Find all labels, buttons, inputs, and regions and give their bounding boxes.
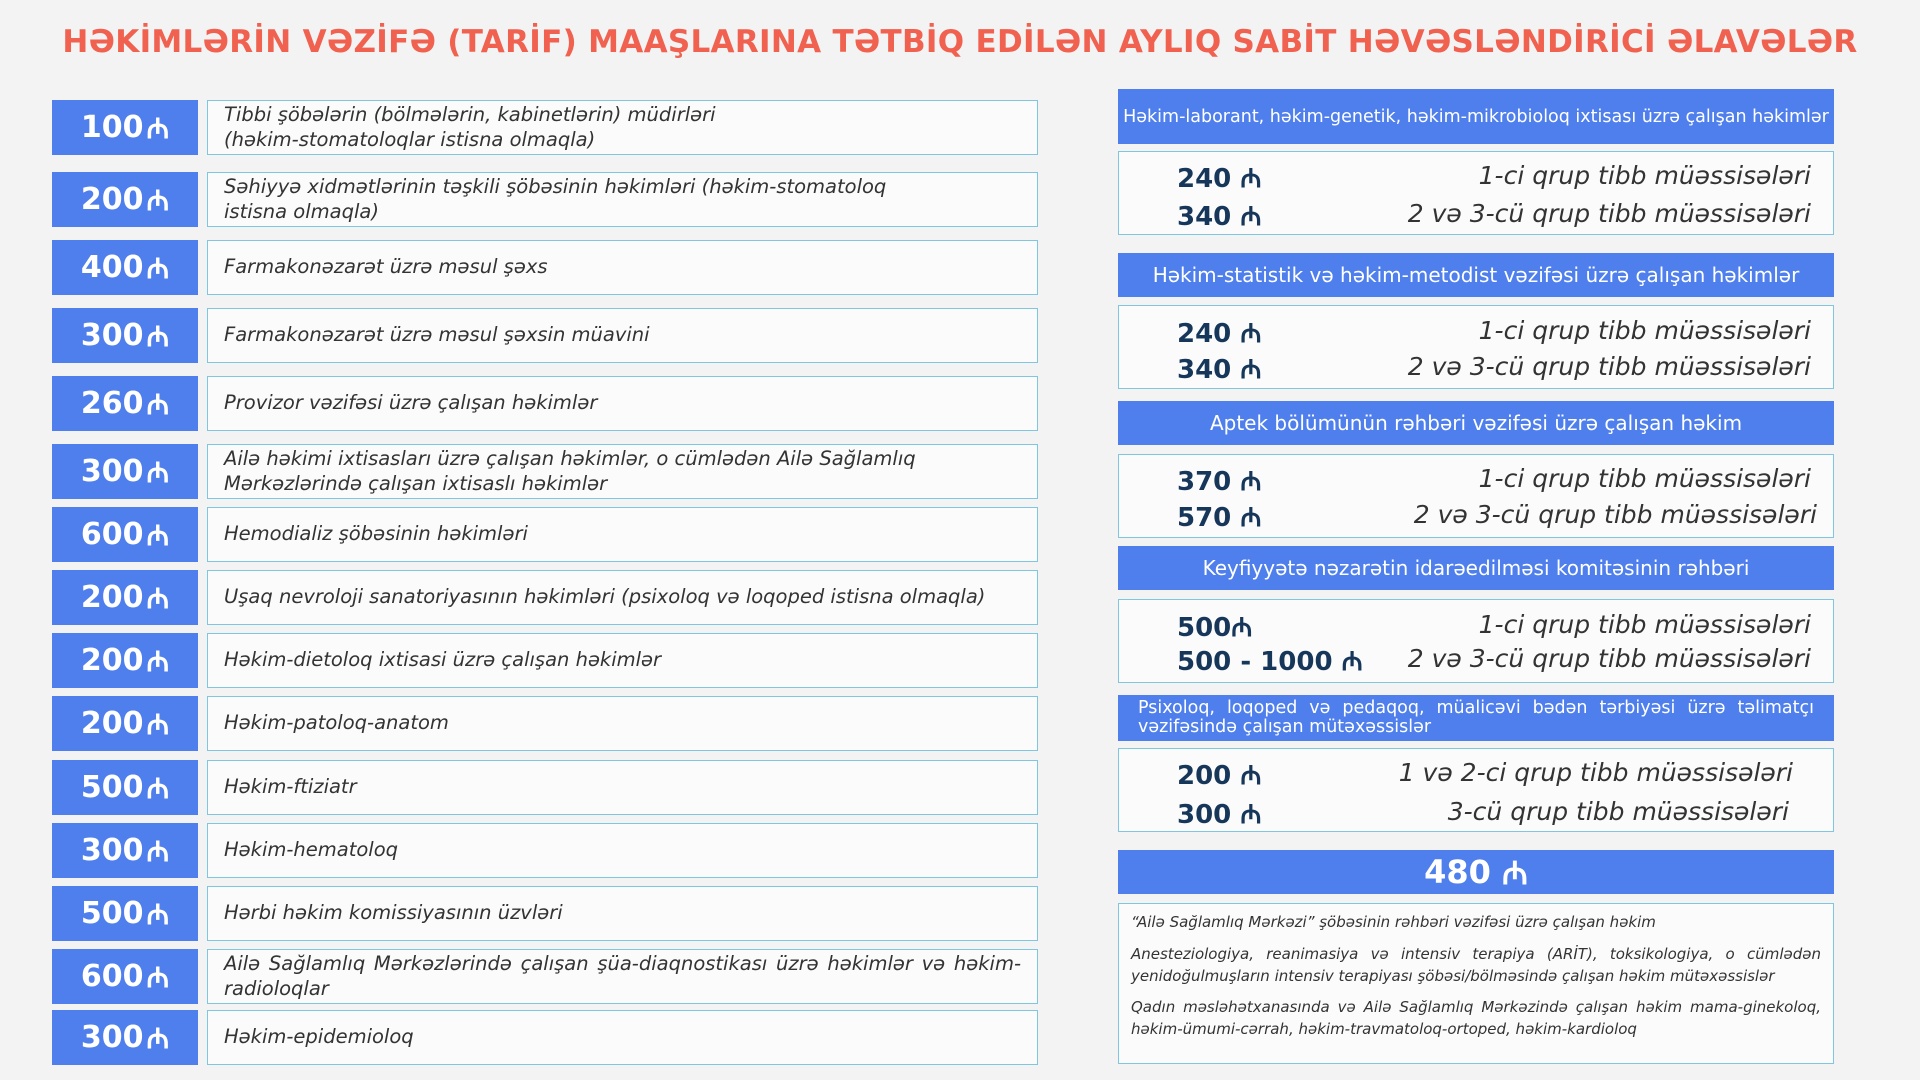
list-item — [52, 376, 1038, 431]
manat-icon: ₼ — [146, 834, 170, 868]
rate-label: 2 və 3-cü qrup tibb müəssisələri — [1407, 199, 1811, 228]
description-text: Ailə həkimi ixtisasları üzrə çalışan həkimlər, o cümlədən Ailə Sağlamlıq Mərkəzlərində çalışan ixtisaslı həkimlər — [224, 447, 916, 495]
list-item — [52, 949, 1038, 1004]
section-box — [1118, 748, 1834, 832]
amount-value: 100 — [80, 110, 144, 145]
list-item — [52, 1010, 1038, 1065]
amount-badge — [52, 507, 198, 562]
manat-icon: ₼ — [1240, 761, 1262, 791]
rate-amount — [1177, 314, 1261, 350]
rate-amount — [1177, 197, 1261, 233]
rate-label: 1-ci qrup tibb müəssisələri — [1478, 610, 1811, 639]
rate-value: 340 — [1177, 202, 1232, 232]
rate-line — [1119, 795, 1835, 829]
list-item — [52, 570, 1038, 625]
item-description — [207, 100, 1038, 155]
rate-label: 3-cü qrup tibb müəssisələri — [1447, 797, 1789, 826]
amount-badge — [52, 172, 198, 227]
amount-badge — [52, 444, 198, 499]
list-item — [52, 633, 1038, 688]
amount-value: 600 — [80, 959, 144, 994]
rate-label: 1-ci qrup tibb müəssisələri — [1478, 464, 1811, 493]
section-header: Həkim-laborant, həkim-genetik, həkim-mikrobioloq ixtisası üzrə çalışan həkimlər — [1118, 89, 1834, 144]
rate-value: 340 — [1177, 355, 1232, 385]
manat-icon: ₼ — [1341, 647, 1363, 677]
rate-amount — [1177, 756, 1261, 792]
description-text: Həkim-dietoloq ixtisasi üzrə çalışan həkimlər — [224, 648, 662, 672]
amount-badge — [52, 633, 198, 688]
rate-value: 240 — [1177, 319, 1232, 349]
description-text: Həkim-patoloq-anatom — [224, 711, 449, 735]
list-item — [52, 100, 1038, 155]
amount-badge — [52, 100, 198, 155]
rate-amount — [1177, 462, 1261, 498]
rate-value: 500 — [1177, 613, 1232, 643]
amount-badge — [52, 376, 198, 431]
item-description — [207, 308, 1038, 363]
description-text: Provizor vəzifəsi üzrə çalışan həkimlər — [224, 391, 598, 415]
rate-line — [1119, 608, 1835, 642]
item-description — [207, 507, 1038, 562]
manat-icon: ₼ — [146, 251, 170, 285]
manat-icon: ₼ — [1240, 202, 1262, 232]
manat-icon: ₼ — [146, 960, 170, 994]
manat-icon: ₼ — [146, 707, 170, 741]
amount-value: 260 — [80, 386, 144, 421]
rate-value: 300 — [1177, 800, 1232, 830]
rate-line — [1119, 197, 1835, 231]
rate-amount — [1177, 642, 1363, 678]
amount-badge — [52, 1010, 198, 1065]
amount-value: 600 — [80, 517, 144, 552]
description-text: Həkim-ftiziatr — [224, 775, 357, 799]
rate-label: 1-ci qrup tibb müəssisələri — [1478, 161, 1811, 190]
section-header — [1118, 695, 1834, 741]
amount-value: 300 — [80, 1020, 144, 1055]
amount-badge — [52, 949, 198, 1004]
manat-icon: ₼ — [146, 771, 170, 805]
manat-icon: ₼ — [146, 1021, 170, 1055]
amount-badge — [52, 823, 198, 878]
section-header: Həkim-statistik və həkim-metodist vəzifəsi üzrə çalışan həkimlər — [1118, 253, 1834, 297]
manat-icon: ₼ — [146, 455, 170, 489]
rate-value: 200 — [1177, 761, 1232, 791]
rate-amount — [1177, 608, 1252, 644]
rate-label: 2 və 3-cü qrup tibb müəssisələri — [1413, 500, 1817, 529]
item-description — [207, 823, 1038, 878]
manat-icon: ₼ — [146, 897, 170, 931]
bottom-amount-banner — [1118, 850, 1834, 894]
manat-icon: ₼ — [1240, 467, 1262, 497]
rate-value: 500 - 1000 — [1177, 647, 1333, 677]
rate-line — [1119, 314, 1835, 348]
list-item — [52, 172, 1038, 227]
amount-value: 400 — [80, 250, 144, 285]
amount-badge — [52, 308, 198, 363]
manat-icon: ₼ — [1240, 800, 1262, 830]
amount-badge — [52, 240, 198, 295]
manat-icon: ₼ — [1231, 613, 1253, 643]
manat-icon: ₼ — [1240, 503, 1262, 533]
manat-icon: ₼ — [146, 581, 170, 615]
amount-value: 200 — [80, 643, 144, 678]
list-item — [52, 760, 1038, 815]
amount-value: 200 — [80, 706, 144, 741]
section-box — [1118, 305, 1834, 389]
rate-value: 370 — [1177, 467, 1232, 497]
list-item — [52, 240, 1038, 295]
bottom-amount: 480 — [1424, 853, 1491, 891]
amount-value: 300 — [80, 833, 144, 868]
manat-icon: ₼ — [1240, 355, 1262, 385]
item-description — [207, 696, 1038, 751]
item-description — [207, 376, 1038, 431]
section-header: Keyfiyyətə nəzarətin idarəedilməsi komitəsinin rəhbəri — [1118, 546, 1834, 590]
amount-value: 200 — [80, 580, 144, 615]
description-text: Ailə Sağlamlıq Mərkəzlərində çalışan şüa-diaqnostikası üzrə həkimlər və həkim-radioloqlar — [224, 952, 1021, 1000]
rate-line — [1119, 350, 1835, 384]
note-text: Anesteziologiya, reanimasiya və intensiv terapiya (ARİT), toksikologiya, o cümlədən yenidoğulmuşların intensiv terapiyası şöbəsi/bölməsində çalışan həkim mütəxəssislər — [1131, 944, 1821, 985]
manat-icon: ₼ — [146, 644, 170, 678]
manat-icon: ₼ — [146, 183, 170, 217]
bottom-notes — [1118, 903, 1834, 1064]
amount-value: 300 — [80, 454, 144, 489]
section-box — [1118, 454, 1834, 538]
manat-icon: ₼ — [146, 319, 170, 353]
item-description — [207, 1010, 1038, 1065]
rate-value: 240 — [1177, 164, 1232, 194]
manat-icon: ₼ — [146, 518, 170, 552]
amount-value: 500 — [80, 896, 144, 931]
note-text: “Ailə Sağlamlıq Mərkəzi” şöbəsinin rəhbəri vəzifəsi üzrə çalışan həkim — [1131, 913, 1656, 931]
amount-value: 500 — [80, 770, 144, 805]
item-description — [207, 949, 1038, 1004]
rate-line — [1119, 642, 1835, 676]
description-text: Həkim-epidemioloq — [224, 1025, 414, 1049]
rate-label: 1 və 2-ci qrup tibb müəssisələri — [1398, 758, 1793, 787]
description-text: Farmakonəzarət üzrə məsul şəxsin müavini — [224, 323, 650, 347]
manat-icon: ₼ — [1240, 164, 1262, 194]
description-text: Farmakonəzarət üzrə məsul şəxs — [224, 255, 548, 279]
description-text: Uşaq nevroloji sanatoriyasının həkimləri (psixoloq və loqoped istisna olmaqla) — [224, 585, 986, 609]
list-item — [52, 507, 1038, 562]
list-item — [52, 886, 1038, 941]
rate-value: 570 — [1177, 503, 1232, 533]
description-text: Hərbi həkim komissiyasının üzvləri — [224, 901, 563, 925]
note-text: Qadın məsləhətxanasında və Ailə Sağlamlıq Mərkəzində çalışan həkim mama-ginekoloq, həkim-ümumi-cərrah, həkim-travmatoloq-ortoped, həkim-kardioloq — [1131, 998, 1821, 1038]
rate-amount — [1177, 159, 1261, 195]
rate-line — [1119, 462, 1835, 496]
item-description — [207, 570, 1038, 625]
rate-line — [1119, 756, 1835, 790]
section-header-text: Psixoloq, loqoped və pedaqoq, müalicəvi bədən tərbiyəsi üzrə təlimatçı vəzifəsində çalışan mütəxəssislər — [1138, 697, 1814, 737]
list-item — [52, 823, 1038, 878]
description-text: Səhiyyə xidmətlərinin təşkili şöbəsinin həkimləri (həkim-stomatoloq istisna olmaqla) — [224, 175, 887, 223]
manat-icon: ₼ — [146, 111, 170, 145]
amount-value: 300 — [80, 318, 144, 353]
manat-icon: ₼ — [146, 387, 170, 421]
item-description — [207, 444, 1038, 499]
page-title: HƏKİMLƏRİN VƏZİFƏ (TARİF) MAAŞLARINA TƏTBİQ EDİLƏN AYLIQ SABİT HƏVƏSLƏNDİRİCİ ƏLAVƏLƏR — [62, 24, 1858, 60]
list-item — [52, 308, 1038, 363]
amount-badge — [52, 570, 198, 625]
rate-amount — [1177, 795, 1261, 831]
section-header: Aptek bölümünün rəhbəri vəzifəsi üzrə çalışan həkim — [1118, 401, 1834, 445]
description-text: Hemodializ şöbəsinin həkimləri — [224, 522, 528, 546]
rate-label: 1-ci qrup tibb müəssisələri — [1478, 316, 1811, 345]
section-box — [1118, 599, 1834, 683]
amount-badge — [52, 696, 198, 751]
section-box — [1118, 151, 1834, 235]
item-description — [207, 240, 1038, 295]
item-description — [207, 172, 1038, 227]
amount-value: 200 — [80, 182, 144, 217]
rate-label: 2 və 3-cü qrup tibb müəssisələri — [1407, 352, 1811, 381]
description-text: Tibbi şöbələrin (bölmələrin, kabinetlərin) müdirləri (həkim-stomatoloqlar istisna olmaqla) — [224, 103, 716, 151]
amount-badge — [52, 886, 198, 941]
description-text: Həkim-hematoloq — [224, 838, 399, 862]
list-item — [52, 696, 1038, 751]
manat-icon: ₼ — [1240, 319, 1262, 349]
list-item — [52, 444, 1038, 499]
amount-badge — [52, 760, 198, 815]
item-description — [207, 886, 1038, 941]
rate-amount — [1177, 498, 1261, 534]
item-description — [207, 633, 1038, 688]
rate-amount — [1177, 350, 1261, 386]
rate-label: 2 və 3-cü qrup tibb müəssisələri — [1407, 644, 1811, 673]
manat-icon: ₼ — [1502, 853, 1528, 892]
rate-line — [1119, 498, 1835, 532]
item-description — [207, 760, 1038, 815]
rate-line — [1119, 159, 1835, 193]
